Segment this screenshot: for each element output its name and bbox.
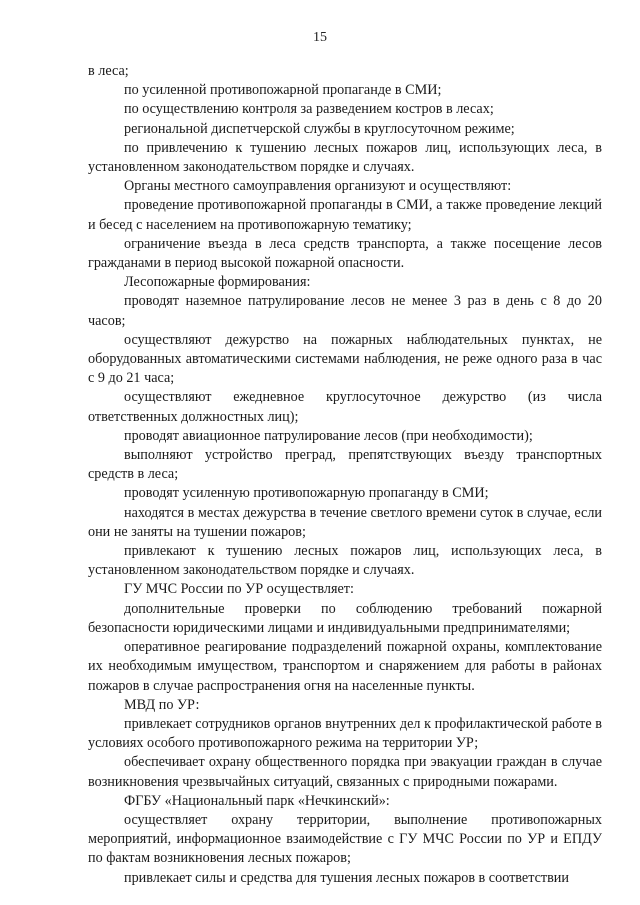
paragraph: проводят усиленную противопожарную пропаганду в СМИ;	[124, 485, 489, 502]
paragraph: ограничение въезда в леса средств транспорта, а также посещение лесов гражданами в период высокой пожарной опасности.	[88, 235, 602, 272]
paragraph: ГУ МЧС России по УР осуществляет:	[124, 581, 354, 598]
paragraph: обеспечивает охрану общественного порядка при эвакуации граждан в случае возникновения чрезвычайных ситуаций, связанных с природными пожарами.	[88, 754, 602, 790]
page-number: 15	[313, 30, 327, 45]
document-body	[88, 62, 602, 888]
paragraph: выполняют устройство преград, препятствующих въезду транспортных средств в леса;	[88, 447, 602, 483]
paragraph: в леса;	[88, 63, 129, 79]
paragraph: проводят авиационное патрулирование лесов (при необходимости);	[124, 427, 533, 444]
paragraph: осуществляют ежедневное круглосуточное дежурство (из числа ответственных должностных лиц);	[88, 389, 602, 425]
paragraph: находятся в местах дежурства в течение светлого времени суток в случае, если они не заняты на тушении пожаров;	[88, 504, 602, 540]
paragraph: привлекает силы и средства для тушения лесных пожаров в соответствии	[124, 869, 569, 886]
paragraph: проводят наземное патрулирование лесов не менее 3 раз в день с 8 до 20 часов;	[88, 293, 602, 329]
paragraph: дополнительные проверки по соблюдению требований пожарной безопасности юридическими лицами и индивидуальными предпринимателями;	[88, 600, 602, 636]
paragraph: Лесопожарные формирования:	[124, 274, 311, 291]
paragraph: осуществляет охрану территории, выполнение противопожарных мероприятий, информационное взаимодействие с ГУ МЧС России по УР и ЕПДУ по фактам возникновения лесных пожаров;	[88, 811, 602, 867]
paragraph: проведение противопожарной пропаганды в СМИ, а также проведение лекций и бесед с населением на противопожарную тематику;	[88, 197, 602, 233]
paragraph: по осуществлению контроля за разведением костров в лесах;	[124, 101, 494, 118]
paragraph: привлекает сотрудников органов внутренних дел к профилактической работе в условиях особого противопожарного режима на территории УР;	[88, 715, 602, 752]
paragraph: МВД по УР:	[124, 696, 200, 713]
paragraph: привлекают к тушению лесных пожаров лиц, использующих леса, в установленном законодательством порядке и случаях.	[88, 543, 602, 579]
paragraph: ФГБУ «Национальный парк «Нечкинский»:	[124, 792, 390, 809]
paragraph: региональной диспетчерской службы в круглосуточном режиме;	[124, 120, 515, 137]
paragraph: по привлечению к тушению лесных пожаров лиц, использующих леса, в установленном законодательством порядке и случаях.	[88, 139, 602, 176]
paragraph: оперативное реагирование подразделений пожарной охраны, комплектование их необходимым имуществом, транспортом и снаряжением для работы в районах пожаров в случае распространения огня на населенные пункты.	[88, 639, 602, 694]
paragraph: осуществляют дежурство на пожарных наблюдательных пунктах, не оборудованных автоматическими системами наблюдения, не реже одного раза в час с 9 до 21 часа;	[88, 331, 602, 387]
paragraph: по усиленной противопожарной пропаганде в СМИ;	[124, 82, 442, 99]
paragraph: Органы местного самоуправления организуют и осуществляют:	[124, 178, 512, 195]
